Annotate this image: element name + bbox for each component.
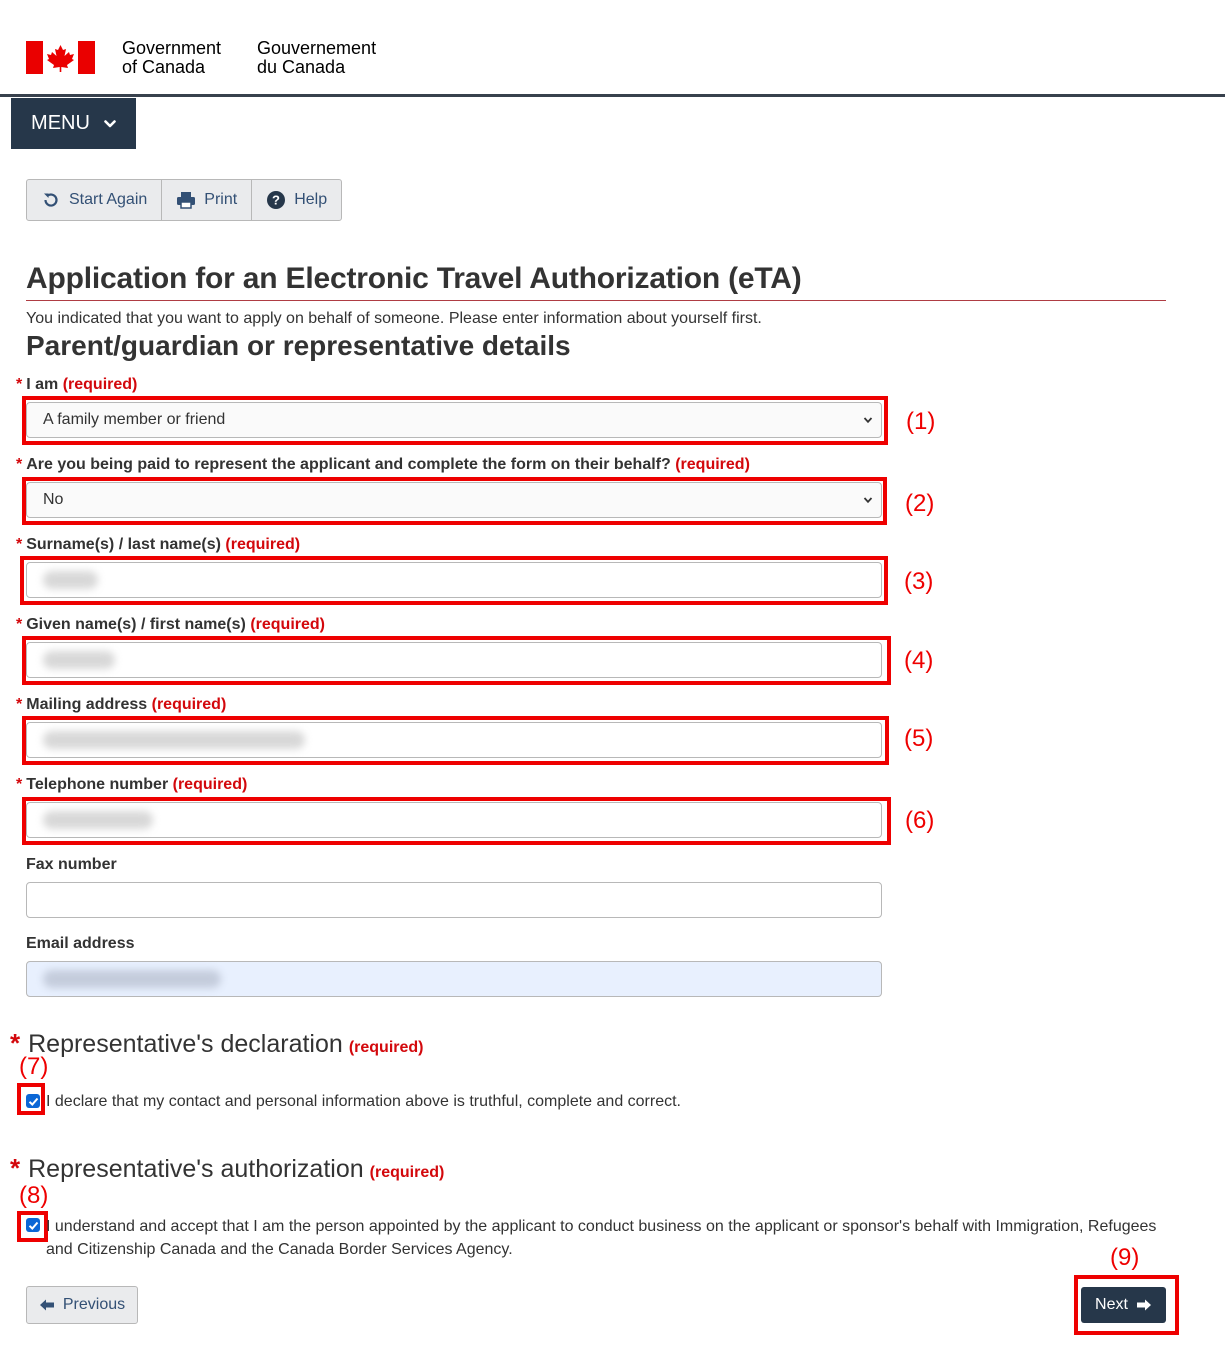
paid-label: [16, 456, 750, 474]
annotation-label-5: (5): [904, 725, 934, 752]
telephone-label-text: Telephone number: [26, 776, 169, 793]
i-am-select[interactable]: [26, 402, 882, 438]
mailing-address-label: [16, 696, 226, 714]
canada-flag-icon: [26, 41, 95, 74]
fax-input[interactable]: [26, 882, 882, 918]
given-name-label-text: Given name(s) / first name(s): [26, 616, 246, 633]
i-am-label: [16, 376, 137, 394]
wordmark-french[interactable]: Gouvernement du Canada: [257, 38, 377, 77]
print-label: Print: [204, 191, 238, 208]
required-star: *: [16, 536, 23, 553]
required-text: (required): [172, 776, 248, 793]
action-toolbar: [26, 179, 342, 221]
required-text: (required): [675, 456, 750, 473]
arrow-right-icon: [1136, 1298, 1152, 1312]
site-header: [0, 0, 1225, 97]
help-label: Help: [294, 191, 328, 208]
menu-button[interactable]: [11, 98, 136, 149]
email-input[interactable]: [26, 961, 882, 997]
required-star: *: [16, 776, 23, 793]
required-text: (required): [225, 536, 301, 553]
redacted-value: [43, 970, 221, 988]
paid-select[interactable]: [26, 482, 882, 518]
declaration-checkbox[interactable]: [26, 1094, 40, 1108]
print-button[interactable]: [162, 180, 252, 220]
required-star: *: [16, 376, 23, 393]
required-text: (required): [369, 1164, 445, 1181]
given-name-input[interactable]: [26, 642, 882, 678]
annotation-label-4: (4): [904, 647, 934, 674]
previous-button[interactable]: [26, 1286, 138, 1324]
paid-label-text: Are you being paid to represent the applicant and complete the form on their behalf?: [26, 456, 671, 473]
chevron-down-icon: [863, 415, 873, 425]
wordmark-english[interactable]: Government of Canada: [122, 38, 222, 77]
required-text: (required): [62, 376, 138, 393]
printer-icon: [176, 190, 196, 210]
required-text: (required): [250, 616, 325, 633]
checkmark-icon: [28, 1096, 39, 1107]
previous-label: Previous: [62, 1296, 126, 1313]
svg-text:?: ?: [272, 192, 281, 208]
next-button[interactable]: [1081, 1287, 1166, 1323]
required-star: *: [10, 1028, 21, 1058]
surname-input[interactable]: [26, 562, 882, 598]
start-again-button[interactable]: [27, 180, 162, 220]
authorization-checkbox-label: I understand and accept that I am the person appointed by the applicant to conduct business on the applicant or sponsor's behalf with Immigration, Refugees and Citizenship Canada and the Canada Border Services Agency.: [46, 1218, 1157, 1258]
start-again-label: Start Again: [69, 191, 148, 208]
declaration-title-text: Representative's declaration: [28, 1030, 343, 1058]
redacted-value: [43, 571, 98, 589]
intro-text: You indicated that you want to apply on behalf of someone. Please enter information about yourself first.: [26, 310, 762, 327]
chevron-down-icon: [863, 495, 873, 505]
declaration-checkbox-label: I declare that my contact and personal information above is truthful, complete and correct.: [46, 1093, 681, 1110]
surname-label: [16, 536, 300, 554]
i-am-select-value: A family member or friend: [43, 411, 226, 428]
title-divider: [26, 300, 1166, 301]
annotation-label-2: (2): [905, 490, 935, 517]
annotation-label-7: (7): [19, 1053, 49, 1080]
menu-label: MENU: [31, 112, 90, 134]
section-title: Parent/guardian or representative details: [26, 330, 571, 361]
annotation-label-3: (3): [904, 568, 934, 595]
annotation-label-6: (6): [905, 807, 935, 834]
i-am-label-text: I am: [26, 376, 59, 393]
redacted-value: [43, 731, 305, 749]
redacted-value: [43, 651, 115, 669]
annotation-label-8: (8): [19, 1182, 49, 1209]
required-star: *: [16, 696, 23, 713]
page-title: Application for an Electronic Travel Authorization (eTA): [26, 262, 802, 295]
help-button[interactable]: [252, 180, 341, 220]
question-circle-icon: [266, 190, 286, 210]
refresh-icon: [41, 190, 61, 210]
arrow-left-icon: [39, 1298, 55, 1312]
authorization-checkbox[interactable]: [26, 1218, 40, 1232]
surname-label-text: Surname(s) / last name(s): [26, 536, 221, 553]
email-label: Email address: [26, 935, 135, 952]
annotation-label-1: (1): [906, 408, 936, 435]
declaration-title: [10, 1028, 423, 1059]
required-star: *: [10, 1153, 21, 1183]
required-text: (required): [348, 1039, 424, 1056]
annotation-label-9: (9): [1110, 1244, 1140, 1271]
fax-label: Fax number: [26, 856, 117, 873]
telephone-label: [16, 776, 247, 794]
mailing-address-input[interactable]: [26, 722, 882, 758]
checkmark-icon: [28, 1220, 39, 1231]
chevron-down-icon: [104, 118, 116, 130]
given-name-label: [16, 616, 325, 634]
required-star: *: [16, 616, 23, 633]
authorization-title: [10, 1153, 444, 1184]
paid-select-value: No: [43, 491, 64, 508]
telephone-input[interactable]: [26, 802, 882, 838]
required-text: (required): [151, 696, 227, 713]
authorization-title-text: Representative's authorization: [28, 1155, 364, 1183]
required-star: *: [16, 456, 23, 473]
next-label: Next: [1095, 1296, 1128, 1313]
mailing-address-label-text: Mailing address: [26, 696, 148, 713]
redacted-value: [43, 811, 153, 829]
